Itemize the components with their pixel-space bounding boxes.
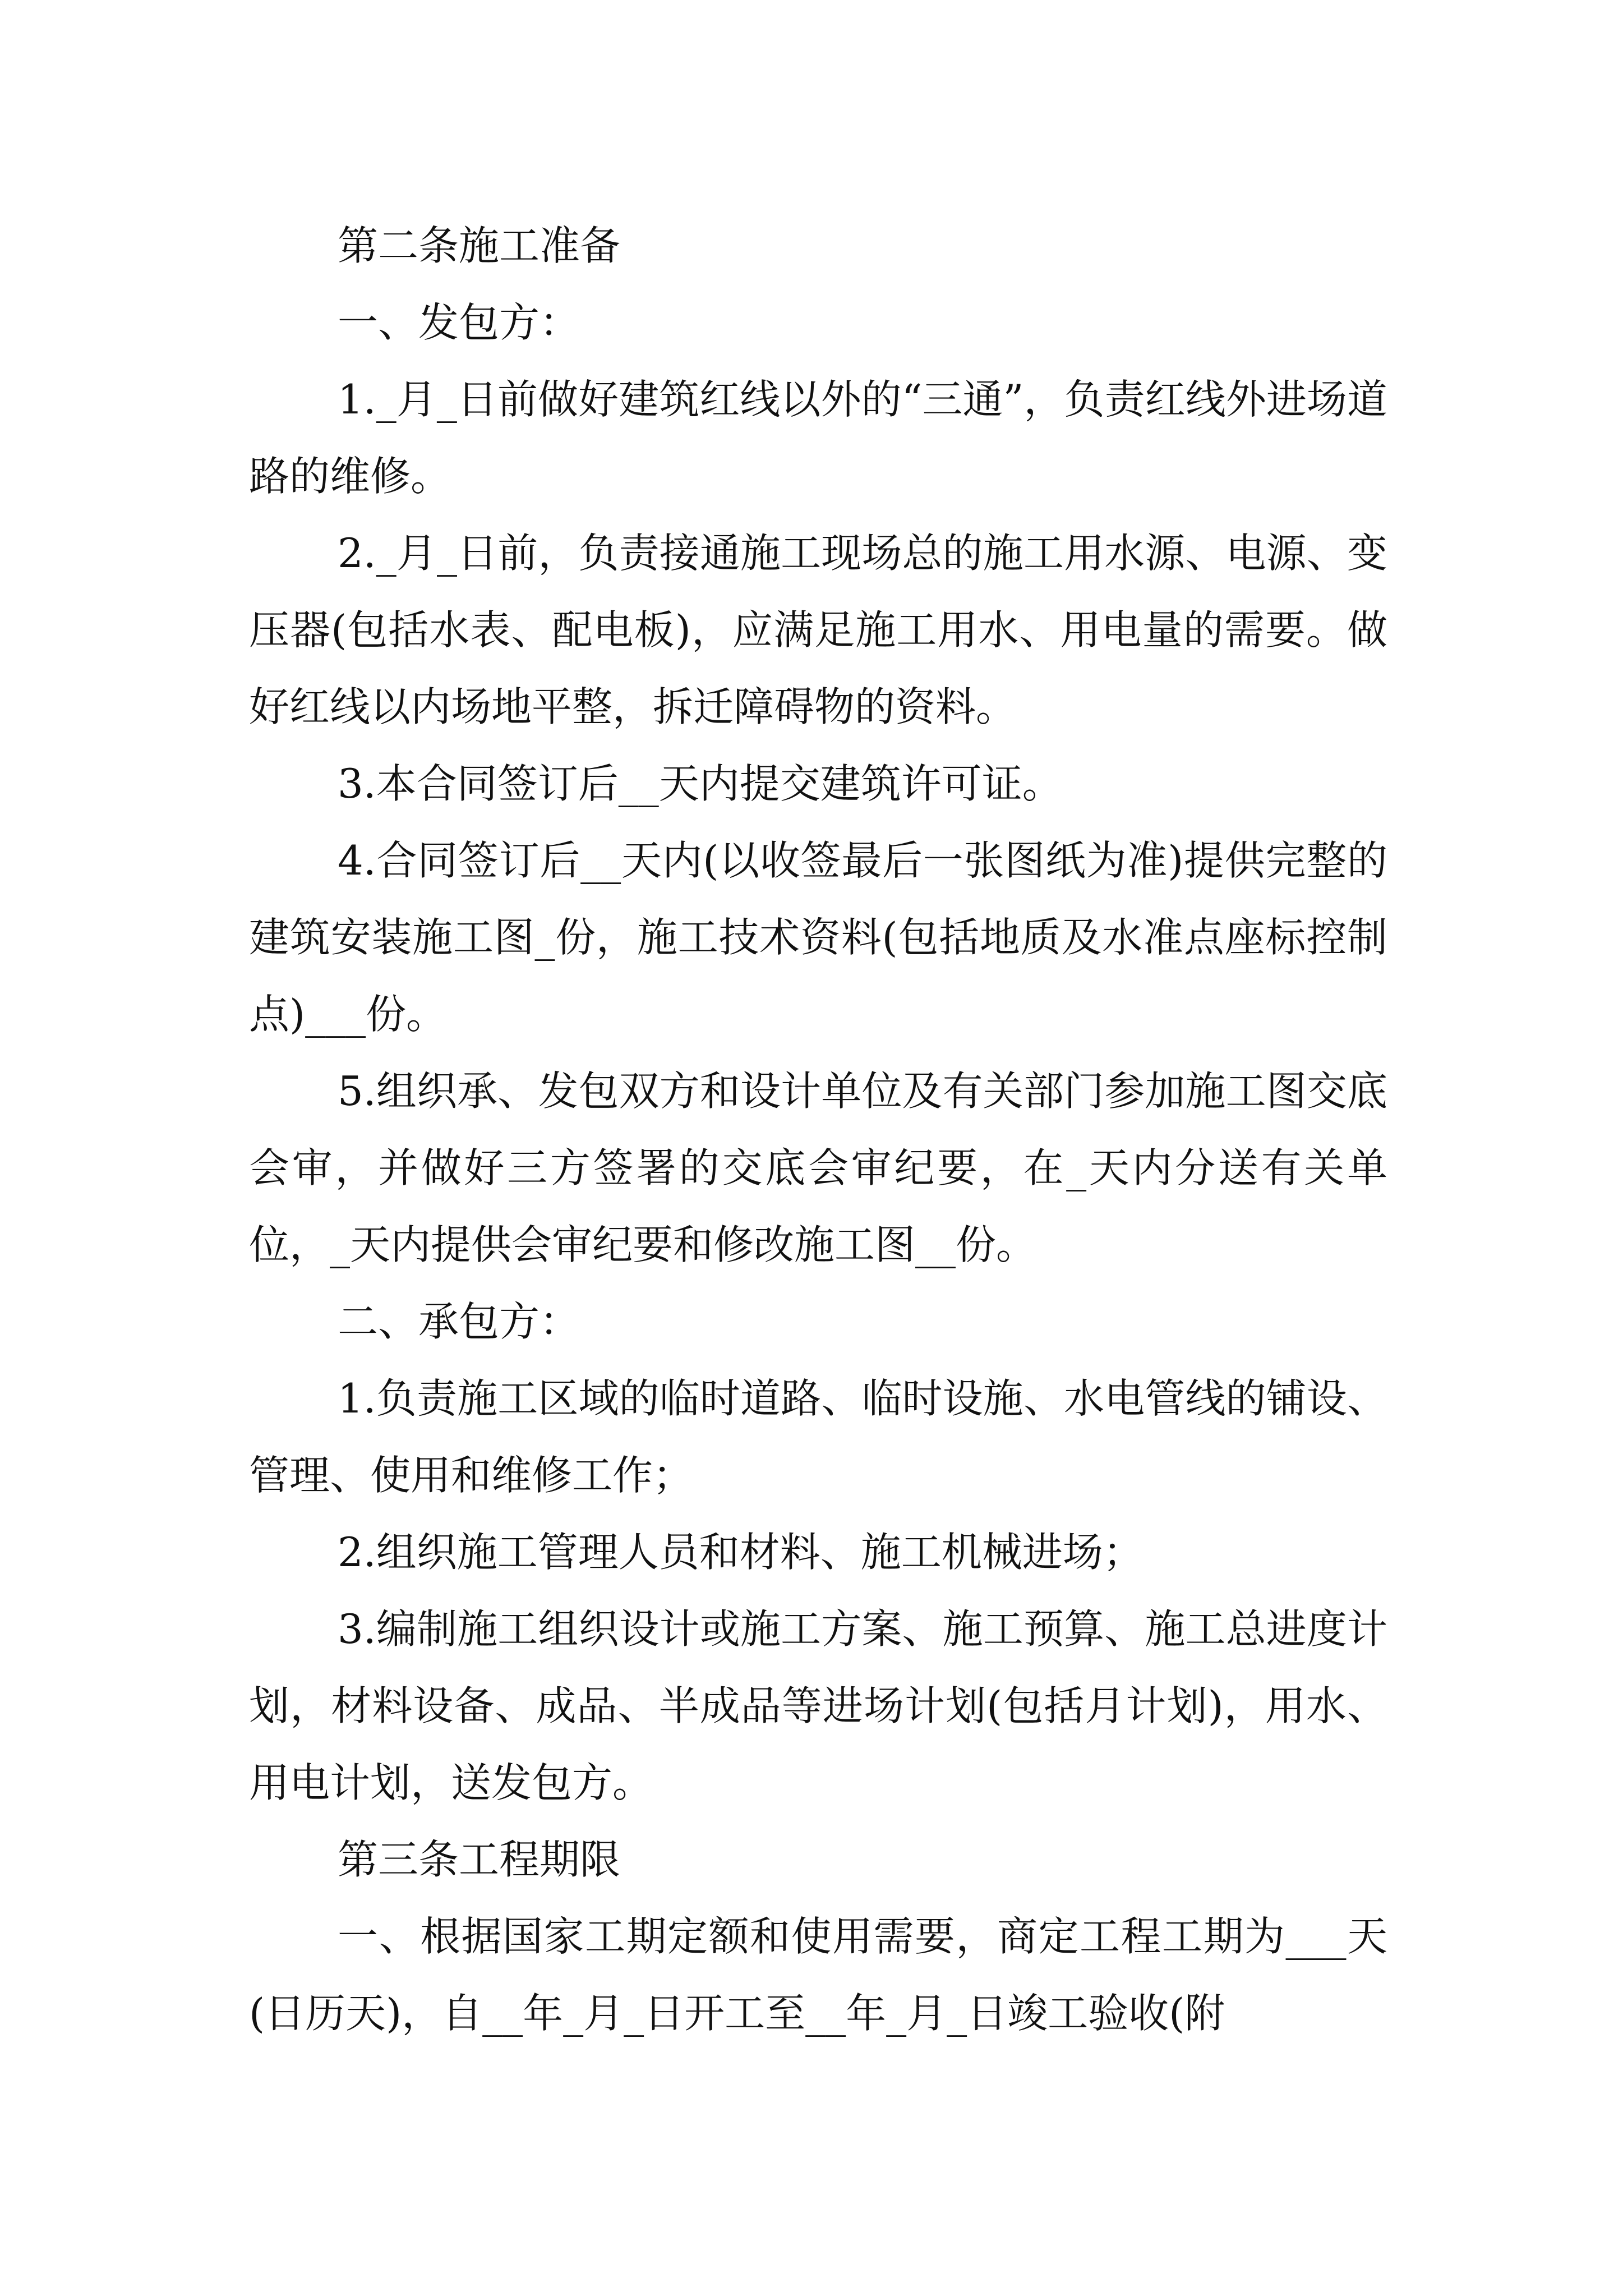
clause-paragraph: 一、根据国家工期定额和使用需要，商定工程工期为___天(日历天)，自__年_月_日开工至__年_月_日竣工验收(附 <box>249 1913 1387 2037</box>
clause-paragraph: 1._月_日前做好建筑红线以外的“三通”，负责红线外进场道路的维修。 <box>249 376 1387 500</box>
clause-paragraph: 4.合同签订后__天内(以收签最后一张图纸为准)提供完整的建筑安装施工图_份，施工技术资料(包括地质及水准点座标控制点)___份。 <box>249 837 1387 1038</box>
clause-paragraph: 1.负责施工区域的临时道路、临时设施、水电管线的铺设、管理、使用和维修工作； <box>249 1375 1387 1499</box>
subsection-employer: 一、发包方： <box>338 299 580 346</box>
document-body <box>249 208 1387 2052</box>
clause-paragraph: 3.本合同签订后__天内提交建筑许可证。 <box>338 760 1063 807</box>
clause-paragraph: 5.组织承、发包双方和设计单位及有关部门参加施工图交底会审，并做好三方签署的交底会审纪要，在_天内分送有关单位，_天内提供会审纪要和修改施工图__份。 <box>249 1068 1387 1268</box>
clause-paragraph: 2.组织施工管理人员和材料、施工机械进场； <box>338 1529 1144 1576</box>
clause-paragraph: 2._月_日前，负责接通施工现场总的施工用水源、电源、变压器(包括水表、配电板)，应满足施工用水、用电量的需要。做好红线以内场地平整，拆迁障碍物的资料。 <box>249 530 1387 730</box>
clause-paragraph: 3.编制施工组织设计或施工方案、施工预算、施工总进度计划，材料设备、成品、半成品等进场计划(包括月计划)，用水、用电计划，送发包方。 <box>249 1605 1387 1806</box>
section-heading-3: 第三条工程期限 <box>338 1836 621 1883</box>
subsection-contractor: 二、承包方： <box>338 1298 580 1345</box>
section-heading-2: 第二条施工准备 <box>338 222 621 269</box>
